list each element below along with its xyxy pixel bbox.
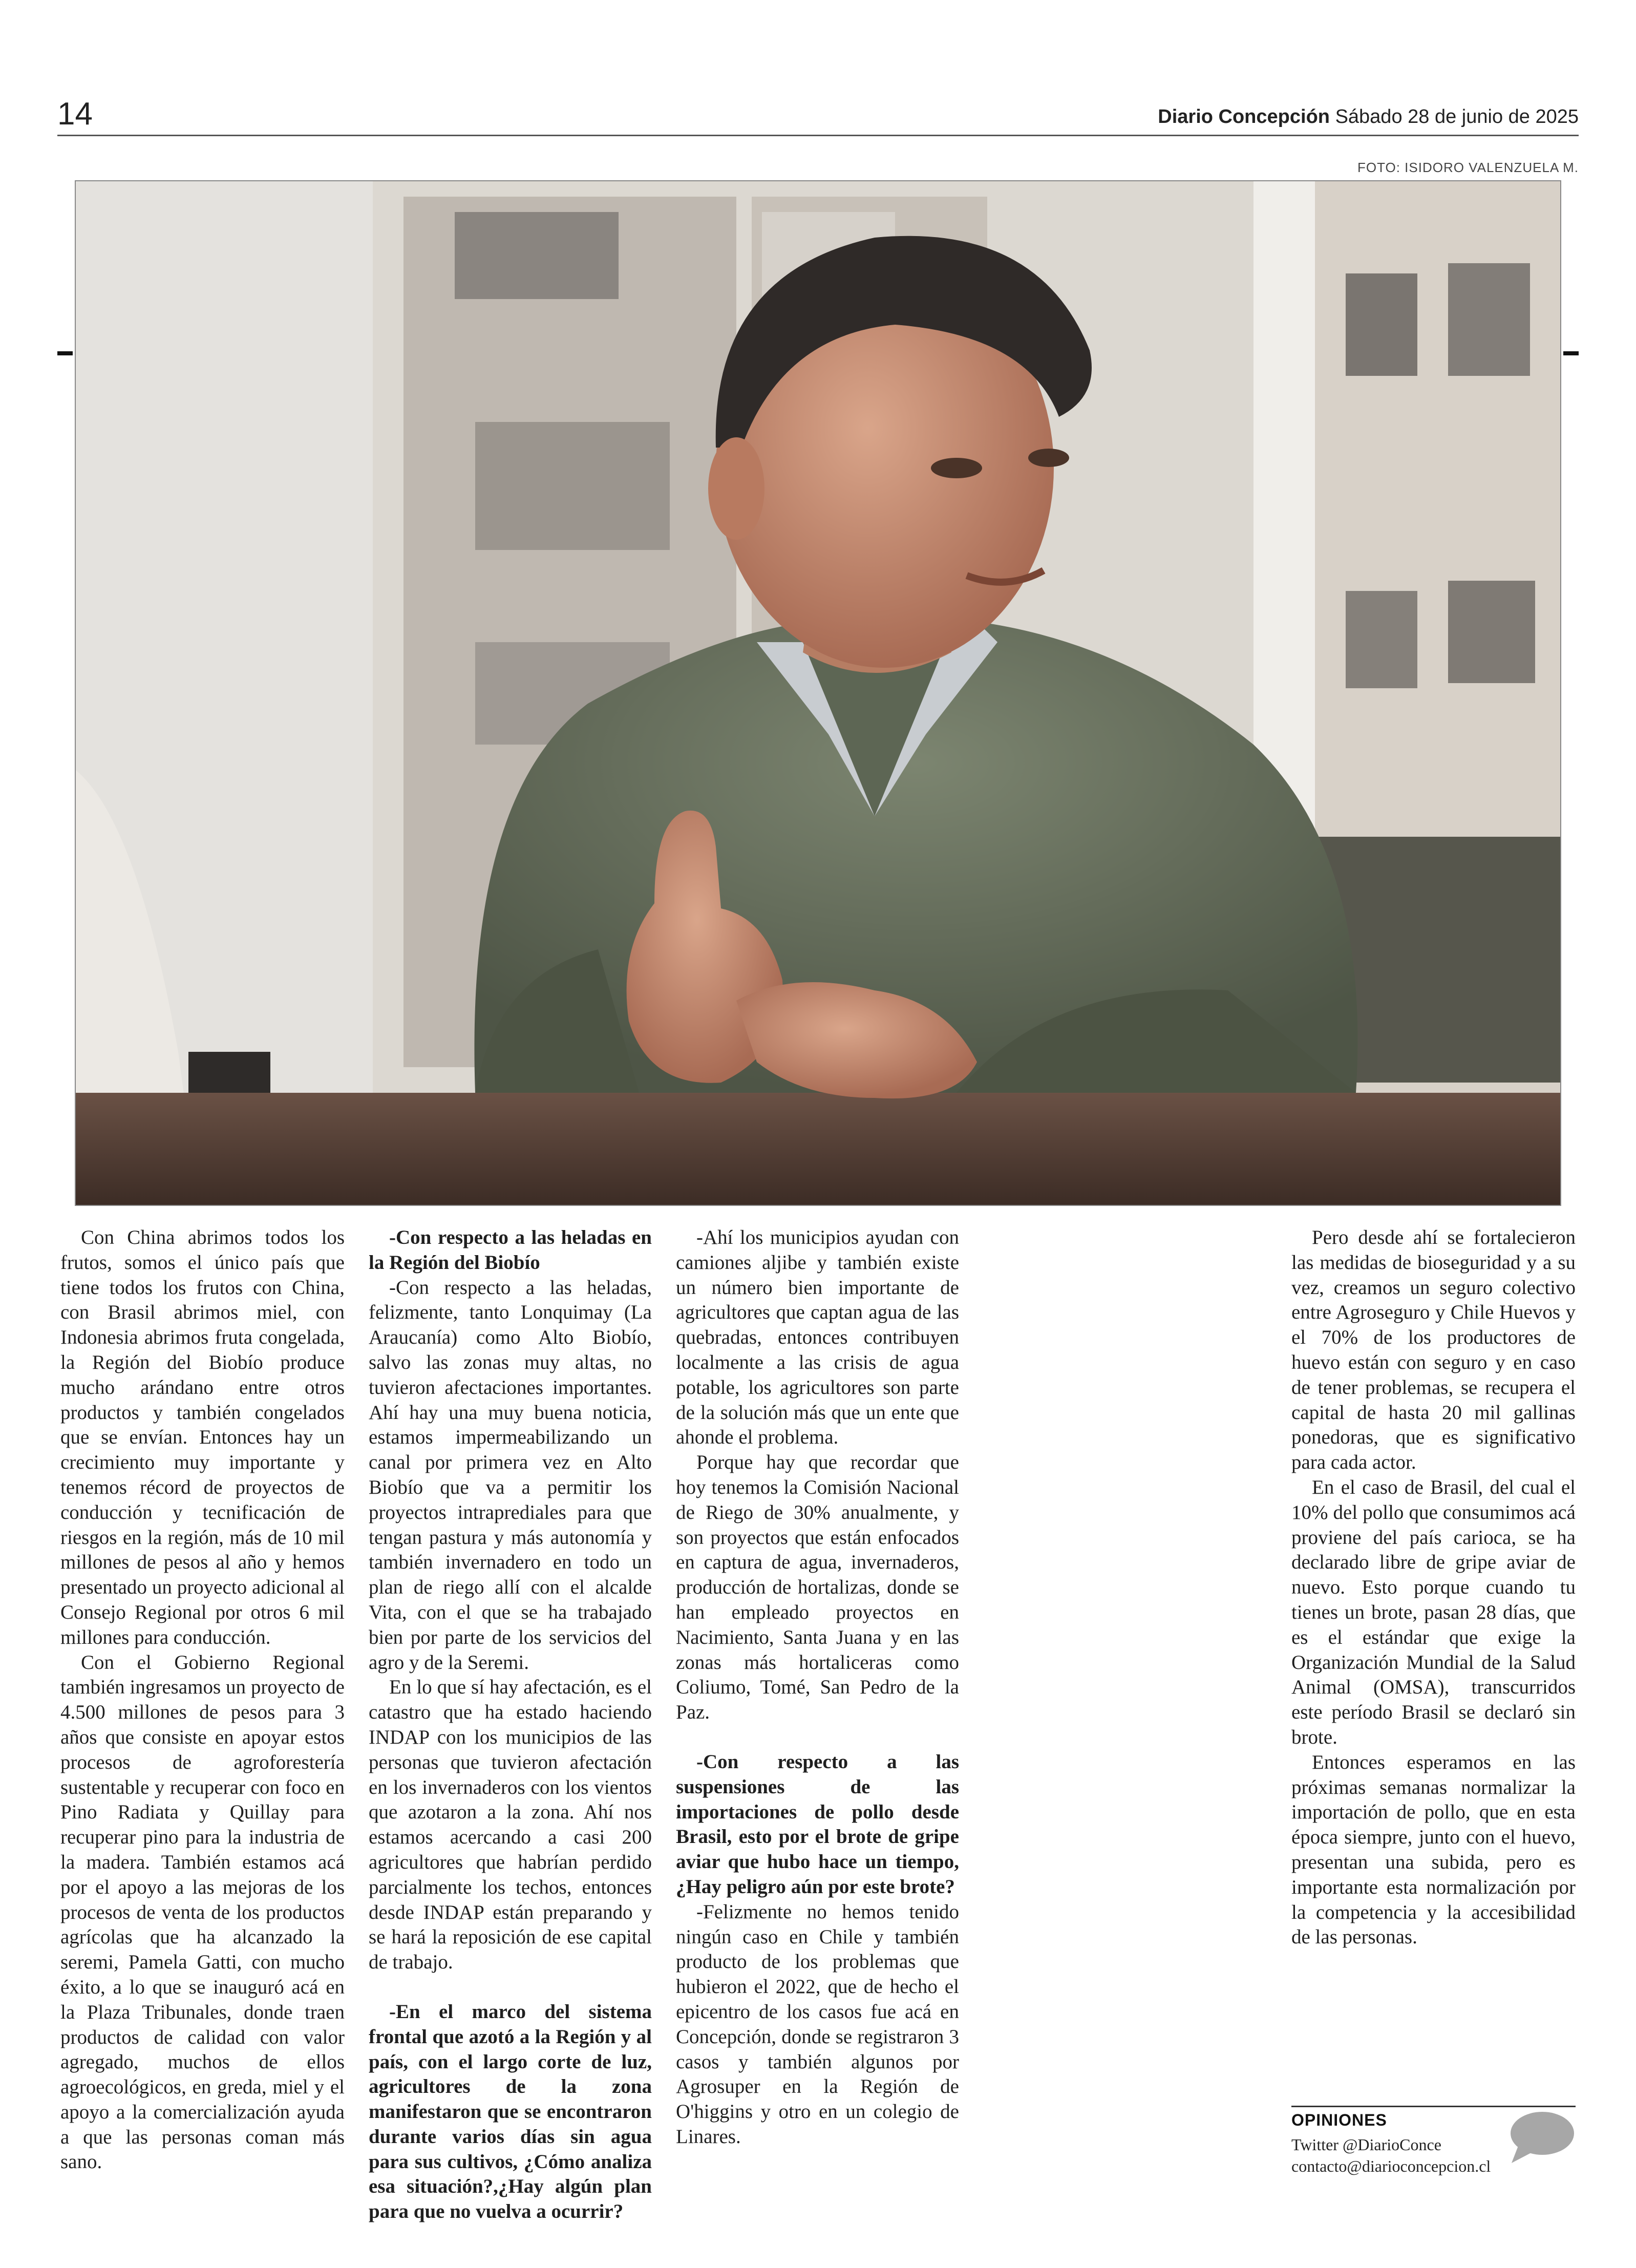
masthead-date	[1158, 105, 1579, 129]
header-rule	[57, 135, 1579, 136]
page-number: 14	[57, 96, 93, 132]
photo-illustration	[76, 181, 1560, 1205]
paragraph: Entonces esperamos en las próximas semanas normalizar la importación de pollo, que en esta época siempre, junto con el huevo, presentan una subida, pero es importante esta normalización por la competencia y la accesibilidad de las personas.	[1291, 1751, 1576, 1948]
paragraph: -Con respecto a las heladas, felizmente, tanto Lonquimay (La Araucanía) como Alto Biobío, salvo las zonas muy altas, no tuvieron afectaciones importantes. Ahí hay una muy buena noticia, estamos impermeabilizando un canal por primera vez en Alto Biobío que va a permitir los proyectos intraprediales para que tengan pastura y más autonomía y también invernadero en todo un plan de riego allí con el alcalde Vita, con el que se ha trabajado bien por parte de los servicios del agro y de la Seremi.	[369, 1276, 652, 1673]
contact-email[interactable]: contacto@diarioconcepcion.cl	[1291, 2157, 1491, 2175]
spacer	[369, 1975, 652, 2000]
publication-name: Diario Concepción	[1158, 106, 1330, 128]
paragraph: Porque hay que recordar que hoy tenemos la Comisión Nacional de Riego de 30% anualmente, y son proyectos que están enfocados en captura de agua, invernaderos, producción de hortalizas, donde se han empleado proyectos en Nacimiento, Santa Juana y en las zonas más hortaliceras como Coliumo, Tomé, San Pedro de la Paz.	[676, 1451, 959, 1724]
paragraph: Pero desde ahí se fortalecieron las medidas de bioseguridad y a su vez, creamos un seguro colectivo entre Agroseguro y Chile Huevos y el 70% de los productores de huevo están con seguro y en caso de tener problemas, se recupera el capital de hasta 20 mil gallinas ponedoras, que es significativo para cada actor.	[1291, 1226, 1576, 1474]
edge-mark-right	[1563, 351, 1579, 355]
interview-photo	[75, 180, 1561, 1206]
article-column-2	[369, 1225, 652, 2224]
article-column-4	[1291, 1225, 1576, 1950]
interview-question: -Con respecto a las heladas en la Región del Biobío	[369, 1226, 652, 1274]
paragraph: En lo que sí hay afectación, es el catastro que ha estado haciendo INDAP con los municipios de las personas que tuvieron afectación en los invernaderos con los vientos que azotaron a la zona. Ahí nos estamos acercando a casi 200 agricultores que habrían perdido parcialmente los techos, entonces desde INDAP están preparando y se hará la reposición de ese capital de trabajo.	[369, 1676, 652, 1974]
paragraph: Con China abrimos todos los frutos, somos el único país que tiene todos los frutos con China, con Brasil abrimos miel, con Indonesia abrimos fruta congelada, la Región del Biobío produce mucho arándano entre otros productos y también congelados que se envían. Entonces hay un crecimiento muy importante y tenemos récord de proyectos de conducción y tecnificación de riesgos en la región, más de 10 mil millones de pesos al año y hemos presentado un proyecto adicional al Consejo Regional por otros 6 mil millones para conducción.	[60, 1226, 345, 1648]
opiniones-rule	[1291, 2106, 1576, 2107]
photo-credit: FOTO: ISIDORO VALENZUELA M.	[1357, 160, 1579, 175]
paragraph: Con el Gobierno Regional también ingresamos un proyecto de 4.500 millones de pesos para 3 años que consiste en apoyar estos procesos de agroforestería sustentable y recuperar con foco en Pino Radiata y Quillay para recuperar pino para la industria de la madera. También estamos acá por el apoyo a las mejoras de los procesos de venta de los productos agrícolas que ha alcanzado la seremi, Pamela Gatti, con mucho éxito, a lo que se inauguró acá en la Plaza Tribunales, donde traen productos de calidad con valor agregado, muchos de ellos agroecológicos, en greda, miel y el apoyo a la comercialización ayuda a que las personas coman más sano.	[60, 1651, 345, 2173]
spacer	[676, 1725, 959, 1750]
interview-question: -Con respecto a las suspensiones de las importaciones de pollo desde Brasil, esto por el brote de gripe aviar que hubo hace un tiempo, ¿Hay peligro aún por este brote?	[676, 1750, 959, 1898]
article-column-1	[60, 1225, 345, 2175]
opiniones-label: OPINIONES	[1291, 2111, 1387, 2129]
issue-date: Sábado 28 de junio de 2025	[1335, 106, 1579, 128]
edge-mark-left	[57, 351, 73, 355]
paragraph: En el caso de Brasil, del cual el 10% del pollo que consumimos acá proviene del país carioca, se ha declarado libre de gripe aviar de nuevo. Esto porque cuando tu tienes un brote, pasan 28 días, que es el estándar que exige la Organización Mundial de la Salud Animal (OMSA), transcurridos este período Brasil se declaró sin brote.	[1291, 1476, 1576, 1748]
paragraph: -Ahí los municipios ayudan con camiones aljibe y también existe un número bien importante de agricultores que captan agua de las quebradas, entonces contribuyen localmente a las crisis de agua potable, los agricultores son parte de la solución más que un ente que ahonde el problema.	[676, 1226, 959, 1449]
speech-bubble-icon	[1508, 2109, 1575, 2165]
paragraph: -Felizmente no hemos tenido ningún caso en Chile y también producto de los problemas que hubieron el 2022, que de hecho el epicentro de los casos fue acá en Concepción, donde se registraron 3 casos y también algunos por Agrosuper en la Región de O'higgins y otro en un colegio de Linares.	[676, 1900, 959, 2148]
twitter-handle[interactable]: Twitter @DiarioConce	[1291, 2135, 1441, 2154]
interview-question: -En el marco del sistema frontal que azotó a la Región y al país, con el largo corte de luz, agricultores de la zona manifestaron que se encontraron durante varios días sin agua para sus cultivos, ¿Cómo analiza esa situación?,¿Hay algún plan para que no vuelva a ocurrir?	[369, 2000, 652, 2223]
article-column-3	[676, 1225, 959, 2150]
